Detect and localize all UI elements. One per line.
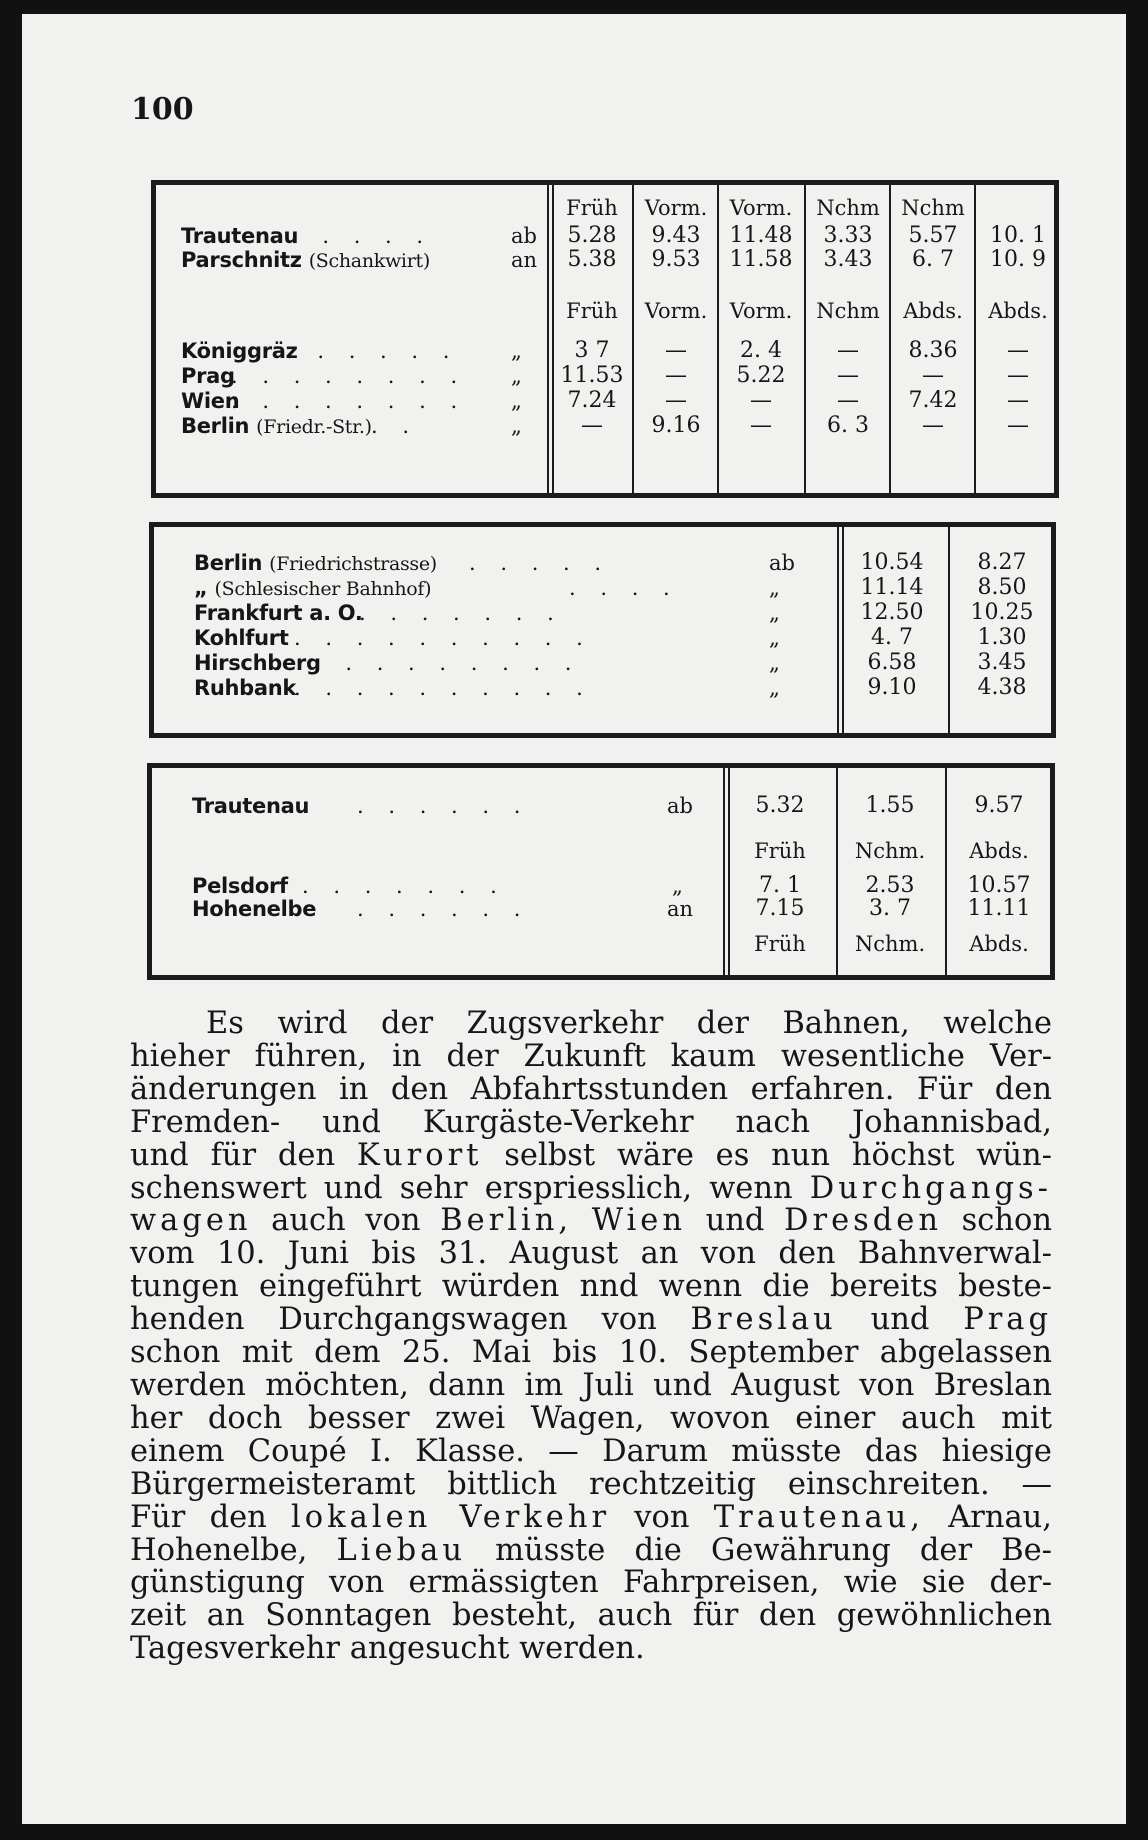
period-header: Früh xyxy=(754,839,806,863)
time-cell: 11.48 xyxy=(729,223,793,248)
time-cell: 7. 1 xyxy=(759,873,801,898)
time-cell: 12.50 xyxy=(860,600,924,625)
departure-arrival-mark: „ xyxy=(769,576,780,600)
period-header: Nchm. xyxy=(854,839,926,863)
table-row xyxy=(154,650,1051,676)
time-cell: 8.50 xyxy=(977,575,1027,600)
text-line: Bürgermeisteramt bittlich rechtzeitig einschreiten. — xyxy=(130,1466,1052,1502)
departure-arrival-mark: „ xyxy=(672,874,683,898)
table-row xyxy=(156,413,1054,439)
header-row xyxy=(152,838,1050,864)
station-label: Hohenelbe xyxy=(192,897,317,921)
time-cell: 5.32 xyxy=(755,793,805,818)
table-row xyxy=(152,793,1050,819)
station-name xyxy=(194,650,321,677)
time-cell: — xyxy=(665,338,687,363)
time-cell: 5.57 xyxy=(908,223,958,248)
time-cell: 3.33 xyxy=(823,223,873,248)
period-header: Abds. xyxy=(988,299,1048,323)
station-label: Frankfurt a. O. xyxy=(194,601,363,625)
time-cell: 10. 9 xyxy=(990,247,1046,272)
time-cell: 2. 4 xyxy=(740,338,782,363)
station-label: Hirschberg xyxy=(194,651,321,675)
table-row xyxy=(156,338,1054,364)
departure-arrival-mark: an xyxy=(511,248,538,272)
time-cell: 11.14 xyxy=(860,575,924,600)
station-name xyxy=(181,247,430,274)
table-row xyxy=(154,600,1051,626)
leader-dots: . . . . . . . . xyxy=(231,364,467,388)
departure-arrival-mark: „ xyxy=(769,626,780,650)
station-name xyxy=(181,338,298,365)
text-line: Für den lokalen Verkehr von Trautenau, Arnau, xyxy=(130,1499,1052,1535)
station-label: Berlin xyxy=(194,551,263,575)
time-cell: 1.55 xyxy=(865,793,915,818)
time-cell: 2.53 xyxy=(865,873,915,898)
departure-arrival-mark: „ xyxy=(511,339,522,363)
leader-dots: . . . . . . . . . xyxy=(314,651,581,675)
text-line: Tagesverkehr angesucht werden. xyxy=(130,1631,645,1667)
text-line: Hohenelbe, Liebau müsste die Gewährung der Be- xyxy=(130,1532,1052,1568)
time-cell: — xyxy=(837,363,859,388)
timetable-trautenau-hohenelbe xyxy=(147,763,1055,980)
page-number: 100 xyxy=(131,92,194,127)
period-header: Nchm xyxy=(816,299,880,323)
station-label: Trautenau xyxy=(192,794,310,818)
station-label: Pelsdorf xyxy=(192,874,288,898)
leader-dots: . . . . xyxy=(569,576,679,600)
leader-dots: . . xyxy=(371,414,419,438)
station-name xyxy=(194,625,289,652)
time-cell: 1.30 xyxy=(977,625,1027,650)
time-cell: 8.36 xyxy=(908,338,958,363)
time-cell: 9.53 xyxy=(651,247,701,272)
time-cell: — xyxy=(922,363,944,388)
station-name xyxy=(194,550,437,577)
time-cell: 3.45 xyxy=(977,650,1027,675)
period-header: Früh xyxy=(754,932,806,956)
header-row xyxy=(156,195,1054,221)
time-cell: 6.58 xyxy=(867,650,917,675)
leader-dots: . . . . . . xyxy=(357,794,530,818)
time-cell: 9.16 xyxy=(651,413,701,438)
text-line: her doch besser zwei Wagen, wovon einer auch mit xyxy=(130,1400,1052,1436)
text-line: henden Durchgangswagen von Breslau und Prag xyxy=(130,1302,1053,1338)
period-header: Nchm xyxy=(901,196,965,220)
table-row xyxy=(154,575,1051,601)
body-text xyxy=(130,1008,1052,1666)
text-line: schenswert und sehr erspriesslich, wenn Durchgangs- xyxy=(130,1170,1052,1206)
time-cell: 3 7 xyxy=(574,338,610,363)
time-cell: 9.10 xyxy=(867,675,917,700)
text-line: hieher führen, in der Zukunft kaum wesentliche Ver- xyxy=(130,1038,1052,1074)
departure-arrival-mark: „ xyxy=(769,601,780,625)
period-header: Vorm. xyxy=(644,299,708,323)
departure-arrival-mark: ab xyxy=(667,794,693,818)
leader-dots: . . . . . . . xyxy=(359,601,563,625)
time-cell: 4.38 xyxy=(977,675,1027,700)
period-header: Abds. xyxy=(903,299,963,323)
station-label: Parschnitz xyxy=(181,248,302,272)
text-line: Es wird der Zugsverkehr der Bahnen, welche xyxy=(206,1006,1052,1041)
station-label: Königgräz xyxy=(181,339,298,363)
period-header: Vorm. xyxy=(729,299,793,323)
time-cell: — xyxy=(1007,363,1029,388)
time-cell: — xyxy=(1007,338,1029,363)
station-label: Prag xyxy=(181,364,235,388)
period-header: Früh xyxy=(566,299,618,323)
time-cell: 5.28 xyxy=(567,223,617,248)
text-line: günstigung von ermässigten Fahrpreisen, wie sie der- xyxy=(130,1565,1052,1601)
period-header: Früh xyxy=(566,196,618,220)
table-row xyxy=(154,550,1051,576)
table-row xyxy=(156,388,1054,414)
time-cell: — xyxy=(1007,388,1029,413)
station-name xyxy=(192,896,316,923)
text-line: schon mit dem 25. Mai bis 10. September abgelassen xyxy=(130,1335,1052,1371)
departure-arrival-mark: an xyxy=(667,897,694,921)
leader-dots: . . . . . . . xyxy=(302,874,506,898)
header-row xyxy=(152,931,1050,957)
time-cell: — xyxy=(837,388,859,413)
time-cell: 11.53 xyxy=(560,363,624,388)
departure-arrival-mark: ab xyxy=(769,551,795,575)
station-note: (Friedrichstrasse) xyxy=(269,553,437,575)
station-label: Ruhbank xyxy=(194,676,297,700)
time-cell: — xyxy=(665,388,687,413)
header-row xyxy=(156,298,1054,324)
station-label: „ xyxy=(194,576,208,600)
station-name xyxy=(181,223,298,250)
time-cell: 11.11 xyxy=(967,896,1031,921)
time-cell: 9.57 xyxy=(974,793,1024,818)
leader-dots: . . . . . . . . . . xyxy=(294,676,592,700)
leader-dots: . . . . . xyxy=(291,224,433,248)
station-note: (Schlesischer Bahnhof) xyxy=(214,578,432,600)
station-name xyxy=(181,413,372,440)
text-line: Fremden- und Kurgäste-Verkehr nach Johannisbad, xyxy=(130,1104,1052,1140)
period-header: Vorm. xyxy=(729,196,793,220)
time-cell: 11.58 xyxy=(729,247,793,272)
station-name xyxy=(192,793,309,820)
text-line: werden möchten, dann im Juli und August von Breslan xyxy=(130,1367,1052,1403)
station-label: Kohlfurt xyxy=(194,626,289,650)
station-name xyxy=(181,363,235,390)
time-cell: — xyxy=(750,388,772,413)
departure-arrival-mark: „ xyxy=(511,364,522,388)
text-line: änderungen in den Abfahrtsstunden erfahren. Für den xyxy=(130,1071,1052,1107)
time-cell: — xyxy=(665,363,687,388)
time-cell: 5.22 xyxy=(736,363,786,388)
time-cell: 7.42 xyxy=(908,388,958,413)
station-name xyxy=(194,575,431,602)
leader-dots: . . . . . . xyxy=(357,897,530,921)
period-header: Abds. xyxy=(969,839,1029,863)
time-cell: 10.57 xyxy=(967,873,1031,898)
time-cell: — xyxy=(581,413,603,438)
time-cell: 3. 7 xyxy=(869,896,911,921)
leader-dots: . . . . . xyxy=(469,551,611,575)
time-cell: 3.43 xyxy=(823,247,873,272)
table-row xyxy=(156,247,1054,273)
table-row xyxy=(154,625,1051,651)
timetable-berlin-ruhbank xyxy=(149,522,1056,738)
departure-arrival-mark: „ xyxy=(511,414,522,438)
time-cell: 8.27 xyxy=(977,550,1027,575)
timetable-trautenau-parschnitz xyxy=(151,180,1059,498)
text-line: einem Coupé I. Klasse. — Darum müsste das hiesige xyxy=(130,1433,1052,1469)
table-row xyxy=(156,223,1054,249)
time-cell: 4. 7 xyxy=(871,625,913,650)
period-header: Nchm. xyxy=(854,932,926,956)
period-header: Vorm. xyxy=(644,196,708,220)
departure-arrival-mark: „ xyxy=(511,389,522,413)
station-name xyxy=(194,675,296,702)
time-cell: 6. 7 xyxy=(912,247,954,272)
station-label: Wien xyxy=(181,389,240,413)
table-row xyxy=(154,675,1051,701)
time-cell: 7.24 xyxy=(567,388,617,413)
table-row xyxy=(156,363,1054,389)
period-header: Nchm xyxy=(816,196,880,220)
text-line: tungen eingeführt würden nnd wenn die bereits beste- xyxy=(130,1269,1052,1305)
time-cell: 6. 3 xyxy=(827,413,869,438)
time-cell: 7.15 xyxy=(755,896,805,921)
time-cell: — xyxy=(750,413,772,438)
text-line: vom 10. Juni bis 31. August an von den Bahnverwal- xyxy=(130,1236,1052,1272)
departure-arrival-mark: „ xyxy=(769,651,780,675)
period-header: Abds. xyxy=(969,932,1029,956)
text-line: wagen auch von Berlin, Wien und Dresden schon xyxy=(130,1203,1052,1239)
time-cell: 10.54 xyxy=(860,550,924,575)
station-name xyxy=(194,600,363,627)
station-note: (Schankwirt) xyxy=(308,250,430,272)
time-cell: 5.38 xyxy=(567,247,617,272)
station-label: Berlin xyxy=(181,414,250,438)
text-line: zeit an Sonntagen besteht, auch für den gewöhnlichen xyxy=(130,1598,1052,1634)
time-cell: — xyxy=(837,338,859,363)
leader-dots: . . . . . . . . . . xyxy=(294,626,592,650)
time-cell: 9.43 xyxy=(651,223,701,248)
text-line: und für den Kurort selbst wäre es nun höchst wün- xyxy=(130,1137,1052,1173)
table-row xyxy=(152,896,1050,922)
time-cell: 10.25 xyxy=(970,600,1034,625)
time-cell: — xyxy=(1007,413,1029,438)
departure-arrival-mark: ab xyxy=(511,224,537,248)
station-label: Trautenau xyxy=(181,224,299,248)
leader-dots: . . . . . . xyxy=(286,339,459,363)
leader-dots: . . . . . . . . xyxy=(231,389,467,413)
time-cell: — xyxy=(922,413,944,438)
time-cell: 10. 1 xyxy=(990,223,1046,248)
departure-arrival-mark: „ xyxy=(769,676,780,700)
station-note: (Friedr.-Str.) xyxy=(256,416,372,438)
